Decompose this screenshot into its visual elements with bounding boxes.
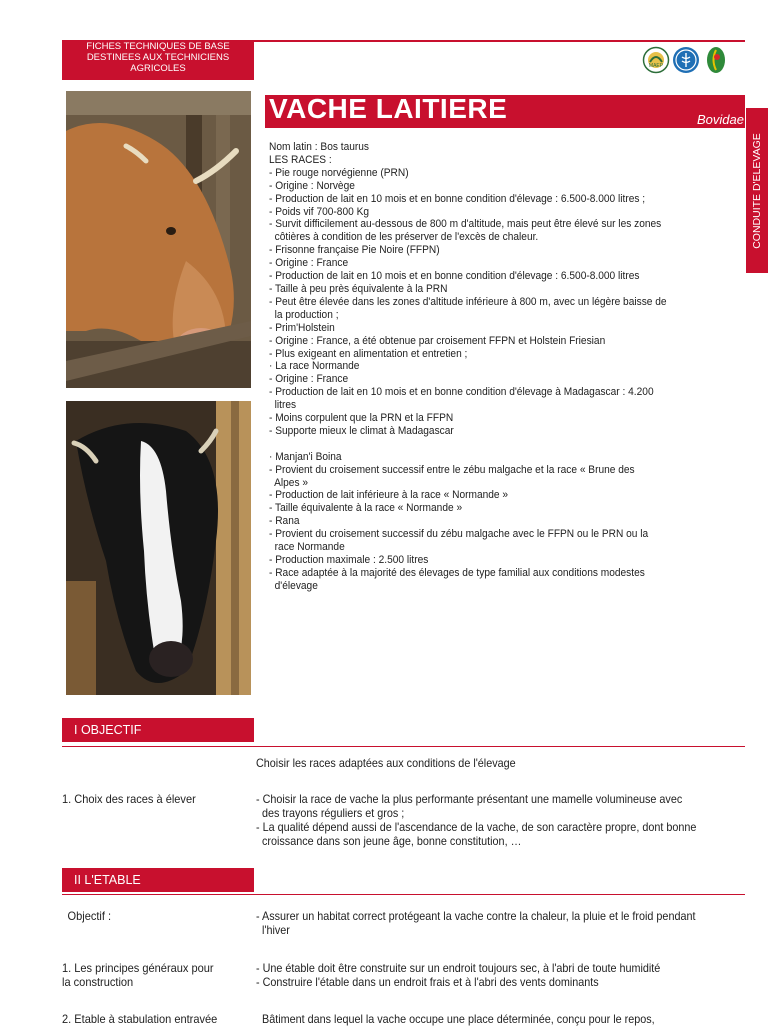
body-line	[269, 438, 690, 451]
side-tab-label: CONDUITE D'ELEVAGE	[751, 132, 763, 249]
leaf-logo-icon	[702, 46, 730, 74]
page-title: VACHE LAITIERE	[269, 93, 508, 124]
svg-text:MAEP: MAEP	[648, 63, 664, 69]
body-line: la production ;	[269, 308, 339, 321]
body-line: · Manjan'i Boina	[269, 450, 342, 463]
row-line: - Choisir la race de vache la plus performante présentant une mamelle volumineuse avec	[256, 792, 683, 806]
breed-description	[269, 141, 690, 593]
row-line: des trayons réguliers et gros ;	[256, 806, 405, 820]
body-line: - Supporte mieux le climat à Madagascar	[269, 424, 454, 437]
body-line: - Provient du croisement successif du zébu malgache avec le FFPN ou le PRN ou la	[269, 528, 649, 541]
series-line: FICHES TECHNIQUES DE BASE	[86, 41, 230, 52]
section-rule	[62, 746, 745, 747]
objectif-intro: Choisir les races adaptées aux conditions de l'élevage	[256, 756, 516, 770]
body-line: - Production de lait en 10 mois et en bonne condition d'élevage : 6.500-8.000 litres	[269, 270, 640, 283]
section-etable: II L'ETABLE	[62, 868, 254, 892]
row-line: Bâtiment dans lequel la vache occupe une place déterminée, conçu pour le repos,	[256, 1012, 655, 1026]
fao-logo-icon	[672, 46, 700, 74]
row-text-objectif	[256, 909, 742, 937]
body-line: LES RACES :	[269, 153, 332, 166]
row-text-principes	[256, 961, 742, 989]
row-label-choix-races: 1. Choix des races à élever	[62, 792, 196, 806]
body-line: - Provient du croisement successif entre le zébu malgache et la race « Brune des	[269, 463, 635, 476]
body-line: - Taille à peu près équivalente à la PRN	[269, 282, 448, 295]
series-line: AGRICOLES	[130, 63, 186, 74]
row-line: - Une étable doit être construite sur un endroit toujours sec, à l'abri de toute humidité	[256, 961, 661, 975]
body-line: · La race Normande	[269, 360, 360, 373]
body-line: - Peut être élevée dans les zones d'altitude inférieure à 800 m, avec un légère baisse de	[269, 295, 667, 308]
cow-photo-brown	[66, 91, 251, 388]
body-line: - Production de lait en 10 mois et en bonne condition d'élevage : 6.500-8.000 litres ;	[269, 192, 646, 205]
cow-photo-black-white	[66, 401, 251, 695]
body-line: - Pie rouge norvégienne (PRN)	[269, 166, 409, 179]
body-line: côtières à condition de les préserver de l'excès de chaleur.	[269, 231, 539, 244]
row-line: - Construire l'étable dans un endroit frais et à l'abri des vents dominants	[256, 975, 599, 989]
row-line: l'hiver	[256, 923, 290, 937]
body-line: - Poids vif 700-800 Kg	[269, 205, 370, 218]
row-line: - La qualité dépend aussi de l'ascendance de la vache, de son caractère propre, dont bonne	[256, 820, 697, 834]
body-line: - Production maximale : 2.500 litres	[269, 554, 429, 566]
page-subtitle: Bovidae	[697, 112, 744, 127]
body-line: - Rana	[269, 515, 300, 528]
body-line: litres	[269, 399, 297, 412]
body-line: - Origine : Norvège	[269, 179, 355, 192]
body-line: - Taille équivalente à la race « Normande »	[269, 502, 463, 515]
row-label-stabulation: 2. Etable à stabulation entravée	[62, 1012, 218, 1026]
body-line: - Production de lait en 10 mois et en bonne condition d'élevage à Madagascar : 4.200	[269, 386, 654, 399]
body-line: - Prim'Holstein	[269, 321, 335, 334]
row-label-principes: 1. Les principes généraux pour la construction	[62, 961, 214, 989]
series-header	[62, 40, 254, 80]
body-line: Nom latin : Bos taurus	[269, 141, 370, 153]
maep-logo-icon	[642, 46, 670, 74]
body-line: Alpes »	[269, 476, 309, 489]
series-line: DESTINEES AUX TECHNICIENS	[86, 52, 230, 63]
body-line: race Normande	[269, 541, 345, 554]
section-rule	[62, 894, 745, 895]
body-line: - Origine : France, a été obtenue par croisement FFPN et Holstein Friesian	[269, 334, 606, 347]
section-objectif: I OBJECTIF	[62, 718, 254, 742]
row-line: croissance dans son jeune âge, bonne constitution, …	[256, 834, 522, 848]
body-line: d'élevage	[269, 579, 318, 592]
body-line: - Frisonne française Pie Noire (FFPN)	[269, 244, 440, 257]
row-line: - Assurer un habitat correct protégeant la vache contre la chaleur, la pluie et le froid pendant	[256, 909, 696, 923]
body-line: - Survit difficilement au-dessous de 800 m d'altitude, mais peut être élevé sur les zones	[269, 218, 662, 231]
body-line: - Origine : France	[269, 257, 349, 270]
body-line: - Race adaptée à la majorité des élevages de type familial aux conditions modestes	[269, 566, 645, 579]
body-line: - Origine : France	[269, 373, 349, 386]
side-tab	[746, 108, 768, 273]
row-text-choix-races	[256, 792, 742, 848]
body-line: - Plus exigeant en alimentation et entretien ;	[269, 347, 468, 360]
body-line: - Production de lait inférieure à la race « Normande »	[269, 489, 509, 502]
partner-logos	[642, 44, 730, 76]
body-line: - Moins corpulent que la PRN et la FFPN	[269, 412, 454, 425]
row-label-objectif: Objectif :	[67, 909, 112, 923]
